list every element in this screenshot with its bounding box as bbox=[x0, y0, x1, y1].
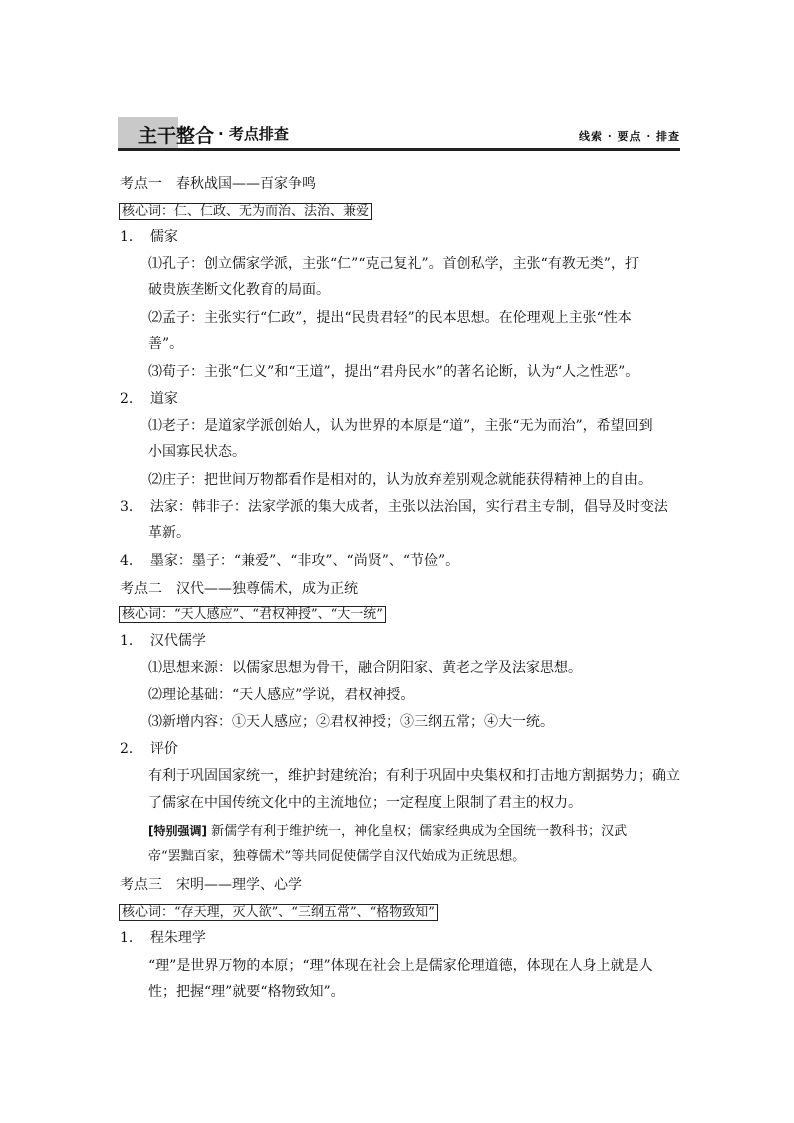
p2-item2: ⑵庄子：把世间万物都看作是相对的，认为放弃差别观念就能获得精神上的自由。 bbox=[148, 472, 652, 488]
header-title: 主干整合 bbox=[138, 125, 215, 147]
p2-item1-line1: ⑴老子：是道家学派创始人，认为世界的本原是“道”，主张“无为而治”，希望回到 bbox=[148, 418, 653, 434]
header-tagline: 线索 · 要点 · 排查 bbox=[579, 130, 680, 143]
p1-item1-line1: ⑴孔子：创立儒家学派，主张“仁”“克己复礼”。首创私学，主张“有教无类”，打 bbox=[148, 256, 639, 272]
r1-heading: 1． 程朱理学 bbox=[120, 930, 206, 946]
p2-heading: 2． 道家 bbox=[120, 391, 178, 407]
p1-item2-line2: 善”。 bbox=[148, 336, 184, 352]
kp1-title: 考点一 春秋战国——百家争鸣 bbox=[120, 176, 316, 192]
special-note-text1: 新儒学有利于维护统一，神化皇权；儒家经典成为全国统一教科书；汉武 bbox=[211, 824, 628, 839]
q2-line1: 有利于巩固国家统一，维护封建统治；有利于巩固中央集权和打击地方割据势力；确立 bbox=[148, 768, 680, 784]
p1-heading: 1． 儒家 bbox=[120, 229, 178, 245]
p1-item3: ⑶荀子：主张“仁义”和“王道”，提出“君舟民水”的著名论断，认为“人之性恶”。 bbox=[148, 364, 640, 380]
q1-item3: ⑶新增内容：①天人感应；②君权神授；③三纲五常；④大一统。 bbox=[148, 714, 554, 730]
header-rule bbox=[118, 148, 680, 151]
q2-heading: 2． 评价 bbox=[120, 741, 178, 757]
p1-item2-line1: ⑵孟子：主张实行“仁政”，提出“民贵君轻”的民本思想。在伦理观上主张“性本 bbox=[148, 310, 632, 326]
kp3-title: 考点三 宋明——理学、心学 bbox=[120, 877, 302, 893]
kp2-title: 考点二 汉代——独尊儒术，成为正统 bbox=[120, 581, 358, 597]
p1-item1-line2: 破贵族垄断文化教育的局面。 bbox=[148, 282, 330, 298]
q2-line2: 了儒家在中国传统文化中的主流地位；一定程度上限制了君主的权力。 bbox=[148, 795, 582, 811]
header-subtitle: · 考点排查 bbox=[218, 125, 289, 143]
p4-line: 4． 墨家：墨子：“兼爱”、“非攻”、“尚贤”、“节俭”。 bbox=[120, 553, 460, 569]
special-note-label: [特别强调] bbox=[148, 824, 207, 838]
q1-item2: ⑵理论基础：“天人感应”学说，君权神授。 bbox=[148, 687, 415, 703]
r1-line2: 性；把握“理”就要“格物致知”。 bbox=[148, 984, 345, 1000]
section-header bbox=[118, 117, 680, 151]
q1-item1: ⑴思想来源：以儒家思想为骨干，融合阴阳家、黄老之学及法家思想。 bbox=[148, 660, 582, 676]
kp1-core-words: 核心词：仁、仁政、无为而治、法治、兼爱 bbox=[119, 203, 372, 220]
p3-line2: 革新。 bbox=[148, 525, 190, 541]
r1-line1: “理”是世界万物的本原；“理”体现在社会上是儒家伦理道德，体现在人身上就是人 bbox=[148, 958, 653, 974]
q1-heading: 1． 汉代儒学 bbox=[120, 633, 206, 649]
p2-item1-line2: 小国寡民状态。 bbox=[148, 444, 246, 460]
kp3-core-words: 核心词：“存天理，灭人欲”、“三纲五常”、“格物致知” bbox=[119, 904, 438, 921]
kp2-core-words: 核心词：“天人感应”、“君权神授”、“大一统” bbox=[119, 606, 386, 623]
special-note-line1 bbox=[148, 822, 627, 841]
special-note-line2: 帝“罢黜百家，独尊儒术”等共同促使儒学自汉代始成为正统思想。 bbox=[148, 849, 526, 864]
p3-line1: 3． 法家：韩非子：法家学派的集大成者，主张以法治国，实行君主专制，倡导及时变法 bbox=[120, 499, 668, 515]
